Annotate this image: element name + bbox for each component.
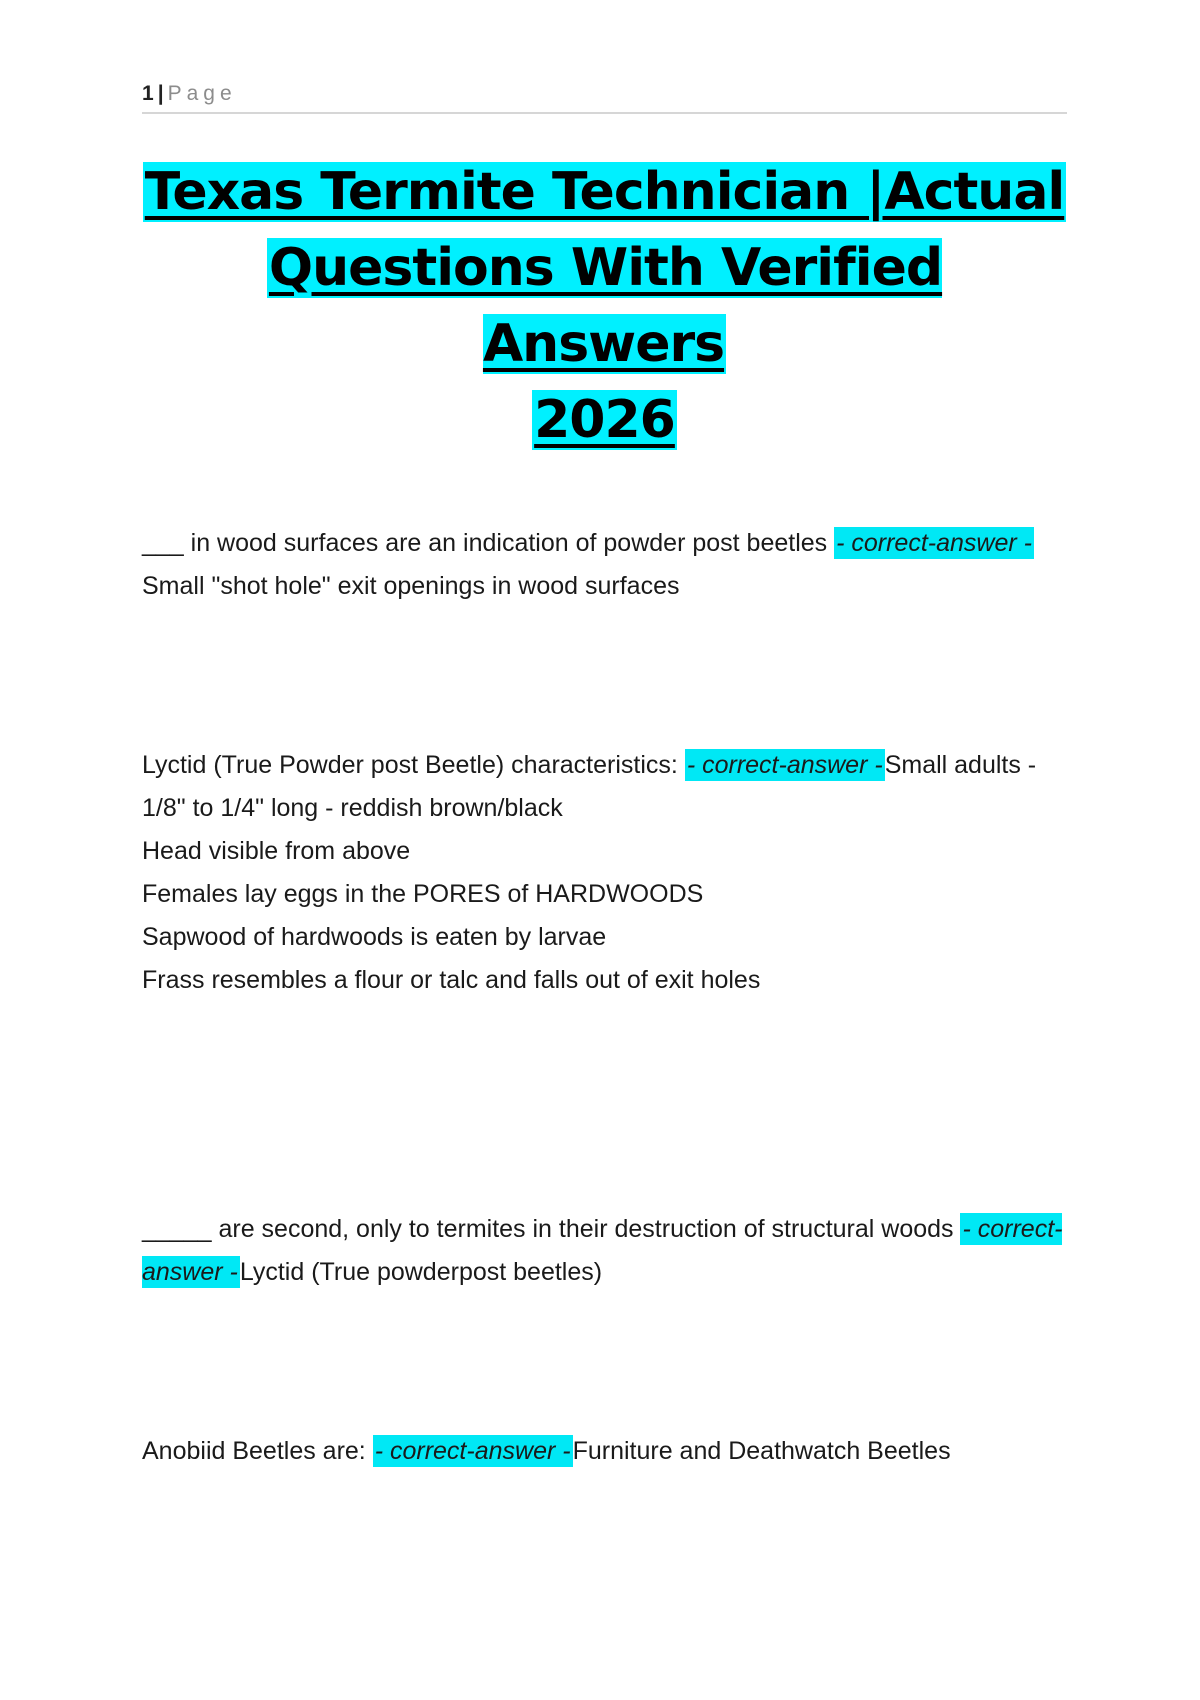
- page-number: 1: [142, 82, 154, 105]
- question-text: Anobiid Beetles are:: [142, 1437, 373, 1465]
- qa-text: [142, 1208, 1067, 1294]
- answer-text: Small adults - 1/8" to 1/4" long - reddish brown/black: [142, 751, 1037, 822]
- title-line-2: Questions With Verified Answers: [268, 238, 943, 374]
- page-separator: |: [157, 82, 164, 105]
- question-text: ___ in wood surfaces are an indication of powder post beetles: [142, 529, 835, 557]
- qa-item-2: [142, 744, 1067, 1002]
- answer-marker: - correct-answer -: [686, 751, 883, 779]
- question-text: _____ are second, only to termites in their destruction of structural woods: [142, 1215, 961, 1243]
- title-line-1: Texas Termite Technician |Actual: [144, 162, 1065, 222]
- answer-text: Lyctid (True powderpost beetles): [239, 1258, 603, 1286]
- qa-text: [142, 522, 1067, 608]
- page-label: Page: [167, 82, 237, 105]
- answer-text: Small "shot hole" exit openings in wood surfaces: [142, 572, 680, 600]
- answer-detail-line: Frass resembles a flour or talc and falls out of exit holes: [142, 966, 761, 994]
- answer-marker: - correct-answer -: [374, 1437, 571, 1465]
- answer-marker: - correct-answer -: [836, 529, 1032, 557]
- qa-text: [142, 744, 1067, 830]
- answer-marker: - correct-answer -: [142, 1215, 1063, 1286]
- page-header: [142, 80, 1067, 114]
- answer-detail-line: Head visible from above: [142, 837, 411, 865]
- question-text: Lyctid (True Powder post Beetle) characteristics:: [142, 751, 685, 779]
- title-line-3: 2026: [534, 390, 675, 450]
- document-title: [142, 154, 1067, 458]
- answer-detail-line: Females lay eggs in the PORES of HARDWOODS: [142, 880, 704, 908]
- qa-text: [142, 1430, 1067, 1473]
- answer-text: Furniture and Deathwatch Beetles: [572, 1437, 951, 1465]
- qa-item-3: [142, 1208, 1067, 1294]
- answer-detail-line: Sapwood of hardwoods is eaten by larvae: [142, 923, 607, 951]
- qa-item-1: [142, 522, 1067, 608]
- qa-item-4: [142, 1430, 1067, 1473]
